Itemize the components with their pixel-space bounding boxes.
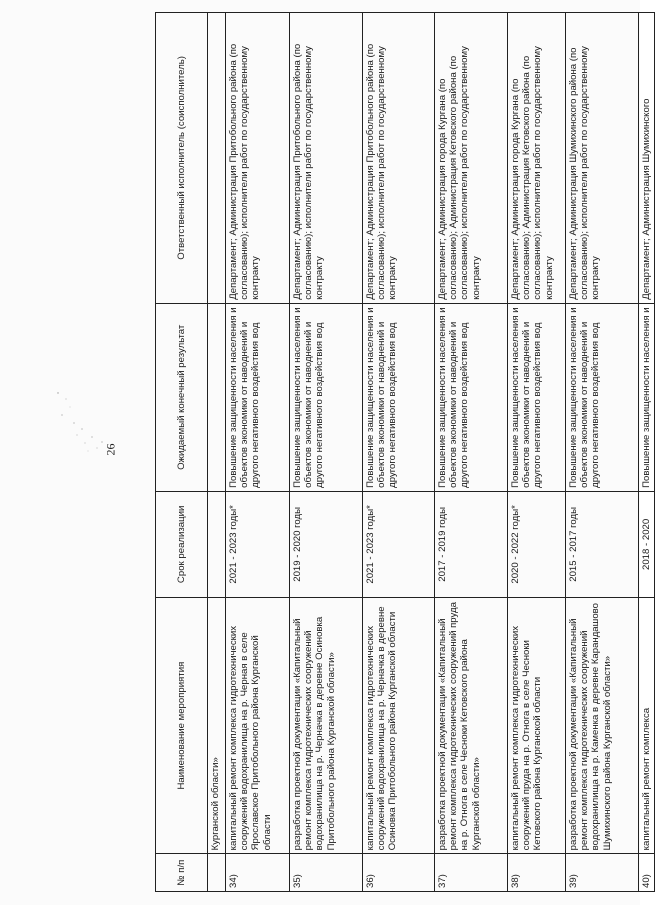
table-header-row (156, 13, 208, 892)
header-term: Срок реализации (156, 491, 208, 597)
cell-term: 2017 - 2019 годы (435, 491, 508, 597)
cell-result: Повышение защищенности населения и объектов экономики от наводнений и другого негативного воздействия вод (435, 303, 508, 491)
cell-result: Повышение защищенности населения и объектов экономики от наводнений и другого негативного воздействия вод (508, 303, 566, 491)
table-row (226, 13, 290, 892)
cell-term: 2019 - 2020 годы (290, 491, 363, 597)
cell-term: 2018 - 2020 (639, 491, 655, 597)
table-row (566, 13, 639, 892)
cell-executor: Департамент; Администрация Шумихинского района (по согласованию); исполнители работ по государственному контракту (566, 13, 639, 304)
cell-region-text: Курганской области» (208, 597, 226, 854)
cell-result: Повышение защищенности населения и объектов экономики от наводнений и другого негативного воздействия вод (566, 303, 639, 491)
table-row (363, 13, 435, 892)
cell-action: разработка проектной документации «Капитальный ремонт комплекса гидротехнических сооружений водохранилища на р. Черначка в деревне Осиновка Притобольного района Курганской области» (290, 597, 363, 854)
cell-num: 34) (226, 854, 290, 892)
measures-table (155, 12, 655, 892)
cell-term: 2015 - 2017 годы (566, 491, 639, 597)
header-executor: Ответственный исполнитель (соисполнитель) (156, 13, 208, 304)
cell-result: Повышение защищенности населения и объектов экономики от наводнений и другого негативного воздействия вод (290, 303, 363, 491)
cell-result: Повышение защищенности населения и (639, 303, 655, 491)
cell-result: Повышение защищенности населения и объектов экономики от наводнений и другого негативного воздействия вод (363, 303, 435, 491)
cell-num: 37) (435, 854, 508, 892)
cell-empty (208, 491, 226, 597)
cell-action: капитальный ремонт комплекса гидротехнических сооружений водохранилища на р. Черная в селе Ярославское Притобольного района Курганской области (226, 597, 290, 854)
table-row (290, 13, 363, 892)
cell-executor: Департамент; Администрация города Кургана (по согласованию); Администрация Кетовского района (по согласованию); исполнители работ по государственному контракту (435, 13, 508, 304)
cell-result: Повышение защищенности населения и объектов экономики от наводнений и другого негативного воздействия вод (226, 303, 290, 491)
cell-action: капитальный ремонт комплекса гидротехнических сооружений пруда на р. Отнога в селе Чесноки Кетовского района Курганской области (508, 597, 566, 854)
cell-term: 2021 - 2023 годы* (226, 491, 290, 597)
cell-executor: Департамент; Администрация Притобольного района (по согласованию); исполнители работ по государственному контракту (226, 13, 290, 304)
table-row (435, 13, 508, 892)
cell-executor: Департамент; Администрация Шумихинского (639, 13, 655, 304)
cell-num: 36) (363, 854, 435, 892)
table-row-continuation (208, 13, 226, 892)
table-row (508, 13, 566, 892)
cell-executor: Департамент; Администрация города Кургана (по согласованию); Администрация Кетовского района (по согласованию); исполнители работ по государственному контракту (508, 13, 566, 304)
cell-num: 40) (639, 854, 655, 892)
header-action: Наименование мероприятия (156, 597, 208, 854)
page-number: 26 (103, 443, 118, 456)
header-num: № п/п (156, 854, 208, 892)
cell-num: 39) (566, 854, 639, 892)
cell-term: 2021 - 2023 годы* (363, 491, 435, 597)
table-row (639, 13, 655, 892)
cell-action: разработка проектной документации «Капитальный ремонт комплекса гидротехнических сооружений водохранилища на р. Каменка в деревне Карандашово Шумихинского района Курганской области» (566, 597, 639, 854)
cell-empty (208, 13, 226, 304)
cell-term: 2020 - 2022 годы* (508, 491, 566, 597)
cell-executor: Департамент; Администрация Притобольного района (по согласованию); исполнители работ по государственному контракту (363, 13, 435, 304)
cell-action: капитальный ремонт комплекса гидротехнических сооружений водохранилища на р. Черначка в деревне Осиновка Притобольного района Курганской области (363, 597, 435, 854)
rotated-table-canvas (155, 12, 652, 892)
cell-executor: Департамент; Администрация Притобольного района (по согласованию); исполнители работ по государственному контракту (290, 13, 363, 304)
header-result: Ожидаемый конечный результат (156, 303, 208, 491)
cell-empty (208, 303, 226, 491)
cell-action: капитальный ремонт комплекса (639, 597, 655, 854)
cell-num: 38) (508, 854, 566, 892)
cell-action: разработка проектной документации «Капитальный ремонт комплекса гидротехнических сооружений пруда на р. Отнога в селе Чесноки Кетовского района Курганской области» (435, 597, 508, 854)
cell-num: 35) (290, 854, 363, 892)
cell-empty (208, 854, 226, 892)
